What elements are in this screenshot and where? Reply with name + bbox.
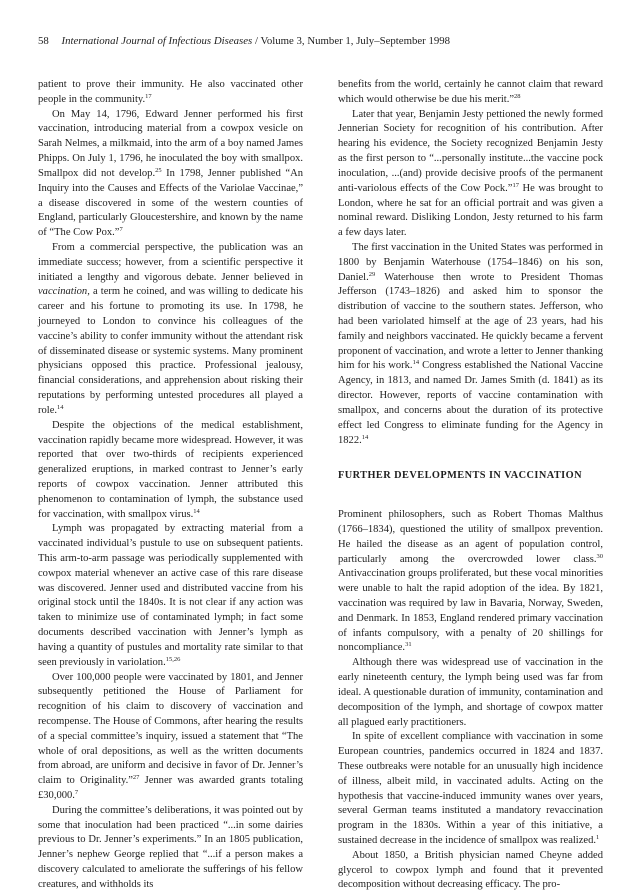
- paragraph: [338, 78, 603, 108]
- left-column: [38, 78, 303, 893]
- paragraph: [38, 241, 303, 419]
- page-number: 58: [38, 35, 49, 47]
- text-run: The first vaccination in the United States was performed in 1800 by Benjamin Waterhouse (1754–1846) on his son, Daniel.: [338, 241, 603, 283]
- text-run: Congress established the National Vaccine Agency, in 1813, and named Dr. James Smith (d. 1841) as its director. However, reports of vaccine contamination with smallpox, and concerns about the duration of its protective effect led Congress to eliminate funding for the Agency in 1822.: [338, 360, 603, 446]
- paragraph: [38, 804, 303, 893]
- citation-ref: 31: [405, 641, 412, 649]
- text-run: Despite the objections of the medical establishment, vaccination rapidly became more widespread. However, it was reported that over two-thirds of recipients experienced generalized eruptions, in marked contrast to Jenner’s early reports of cowpox vaccination. Jenner attributed this phenomenon to contamination of lymph, the substance used for vaccination, with smallpox virus.: [38, 419, 303, 520]
- paragraph: [38, 78, 303, 108]
- citation-ref: 17: [512, 181, 519, 189]
- text-run: During the committee’s deliberations, it was pointed out by some that inoculation had been practiced “...in some dairies previous to Dr. Jenner’s experiments.” In an 1805 publication, Jenner’s nephew George replied that “...if a person makes a discovery calculated to ameliorate the sufferings of his fellow creatures, and withholds its: [38, 804, 303, 890]
- paragraph: [38, 522, 303, 670]
- emphasis-text: vaccination,: [38, 286, 90, 298]
- running-header: [38, 34, 598, 48]
- citation-ref: 27: [132, 774, 140, 782]
- paragraph: [338, 108, 603, 241]
- text-run: On May 14, 1796, Edward Jenner performed his first vaccination, introducing material from a cowpox vesicle on Sarah Nelmes, a milkmaid, into the arm of a boy named James Phipps. On July 1, 1796, he inoculated the boy with smallpox. Smallpox did not develop.: [38, 108, 303, 179]
- citation-ref: 28: [514, 92, 521, 100]
- paragraph: [338, 656, 603, 730]
- text-run: In spite of excellent compliance with vaccination in some European countries, pandemics occurred in 1824 and 1837. These outbreaks were notable for an unusually high incidence of illness, albeit mild, in vaccinated adults. Acting on the hypothesis that vaccine-induced immunity wanes over years, several German teams instituted a mandatory revaccination program in the 1830s. Within a year of this initiative, a sustained decrease in the incidence of smallpox was realized.: [338, 731, 603, 846]
- journal-title: International Journal of Infectious Diseases: [61, 35, 253, 47]
- text-run: Jenner was awarded grants totaling £30,000.: [38, 775, 303, 801]
- text-run: In 1798, Jenner published “An Inquiry into the Causes and Effects of the Variolae Vaccinae,” a disease discovered in some of the western counties of England, particularly Gloucestershire, and known by the name of “The Cow Pox.”: [38, 167, 304, 239]
- citation-ref: 25: [155, 166, 162, 174]
- paragraph: [338, 849, 603, 893]
- citation-ref: 29: [368, 270, 376, 278]
- paragraph: [38, 419, 303, 523]
- text-run: Prominent philosophers, such as Robert Thomas Malthus (1766–1834), questioned the utility of smallpox prevention. He hailed the disease as an agent of population control, particularly among the overcrowded lower class.: [338, 509, 603, 565]
- citation-ref: 15,26: [165, 655, 181, 663]
- paragraph: [38, 108, 303, 241]
- issue-info: / Volume 3, Number 1, July–September 1998: [254, 35, 451, 47]
- paragraph: [338, 730, 603, 849]
- right-column: [338, 78, 603, 893]
- paragraph: [338, 241, 603, 448]
- text-run: a term he coined, and was willing to dedicate his career and his fortune to promoting its use. In 1798, he journeyed to London to convince his colleagues of the vaccine’s ability to confer immunity without the attendant risk of disseminated disease or systemic systems. Many prominent physicians opposed this practice. Professional jealousy, financial considerations, and apprehension about risking their reputations by performing untested procedures all played a role.: [38, 286, 303, 416]
- text-run: Antivaccination groups proliferated, but these vocal minorities were unable to halt the rapid adoption of the idea. By 1821, vaccination was required by law in Bavaria, Norway, Sweden, and Denmark. In 1853, England rendered primary vaccination of infants compulsory, with a penalty of 20 shillings for noncompliance.: [338, 568, 603, 654]
- citation-ref: 7: [119, 226, 123, 234]
- citation-ref: 7: [74, 789, 79, 796]
- text-run: He was brought to London, where he sat for an official portrait and was given a nominal reward. Disliking London, Jesty returned to his farm a few days later.: [338, 182, 603, 239]
- section-heading: FURTHER DEVELOPMENTS IN VACCINATION: [338, 470, 582, 482]
- text-run: benefits from the world, certainly he cannot claim that reward which would otherwise be due his merit.”: [338, 79, 603, 105]
- text-run: Waterhouse then wrote to President Thomas Jefferson (1743–1826) and asked him to sponsor the distribution of vaccine to the southern states. Jefferson, who had been variolated himself at the age of 23 years, had his family and neighbors vaccinated. He quickly became a fervent proponent of vaccination, and wrote a letter to Jenner thanking him for his work.: [338, 271, 603, 372]
- text-run: From a commercial perspective, the publication was an immediate success; however, from a scientific perspective it initiated a lengthy and vigorous debate. Jenner believed in: [38, 241, 303, 283]
- citation-ref: 1: [596, 834, 600, 841]
- text-run: Lymph was propagated by extracting material from a vaccinated individual’s pustule to use on subsequent patients. This arm-to-arm passage was periodically supplemented with cowpox material whenever an active case of this rare disease was discovered. Jenner used and distributed vaccine from his original stock until the 1840s. It is not clear if any action was taken to minimize use of contaminated lymph; in fact some documents described vaccination with Jenner’s lymph as having a quantity of pustules and mortality rate similar to that seen previously in variolation.: [38, 523, 303, 668]
- text-run: About 1850, a British physician named Cheyne added glycerol to cowpox lymph and found that it prevented decomposition without decreasing efficacy. The pro-: [338, 849, 603, 891]
- citation-ref: 14: [193, 507, 200, 515]
- citation-ref: 17: [145, 92, 152, 100]
- citation-ref: 14: [361, 433, 369, 441]
- text-run: patient to prove their immunity. He also vaccinated other people in the community.: [38, 79, 303, 105]
- paragraph: [38, 671, 303, 804]
- citation-ref: 14: [412, 359, 420, 367]
- text-run: Over 100,000 people were vaccinated by 1801, and Jenner subsequently petitioned the House of Parliament for recognition of his claim to discovery of vaccination and recompense. The House of Commons, after hearing the results of a special committee’s inquiry, issued a statement that “The whole of oral depositions, as well as the written documents from abroad, are uniform and decisive in favor of Dr. Jenner’s claim to Originality.”: [38, 671, 303, 787]
- paragraph: [338, 508, 603, 656]
- text-run: Later that year, Benjamin Jesty pettioned the newly formed Jennerian Society for recognition of his contribution. After hearing his evidence, the Society recognized Benjamin Jesty as the first person to “...personally institute...the vaccine pock inoculation, ...(and) provide decisive proofs of the permanent anti-variolous effects of the Cow Pock.”: [338, 108, 603, 194]
- citation-ref: 30: [596, 552, 603, 560]
- text-run: Although there was widespread use of vaccination in the early nineteenth century, the lymph being used was far from ideal. A questionable duration of immunity, contamination and decomposition of the lymph, and shortage of cowpox matter all plagued early practitioners.: [338, 657, 603, 728]
- citation-ref: 14: [57, 403, 64, 411]
